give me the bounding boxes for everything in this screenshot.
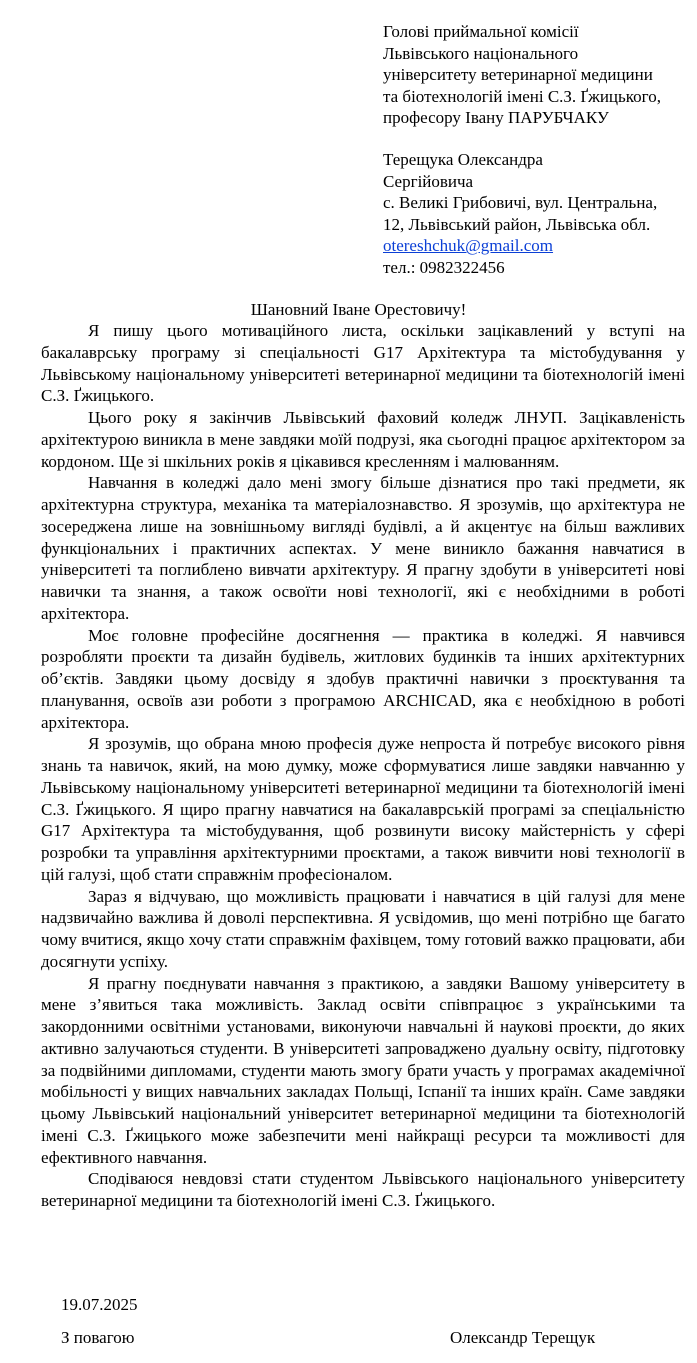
- letter-body: [41, 320, 685, 1212]
- signature-name: Олександр Терещук: [450, 1328, 596, 1347]
- body-paragraph: Зараз я відчуваю, що можливість працювати і навчатися в цій галузі для мене надзвичайно важлива й доволі перспективна. Я усвідомив, що мені потрібно ще багато чому вчитися, якщо хочу стати справжнім фахівцем, тому готовий важко працювати, аби досягнути успіху.: [41, 886, 685, 971]
- body-paragraph: Я пишу цього мотиваційного листа, оскільки зацікавлений у вступі на бакалаврську програму зі спеціальності G17 Архітектура та містобудування у Львівському національному університеті ветеринарної медицини та біотехнологій імені С.З. Ґжицького.: [41, 321, 685, 406]
- addressee-line: Голові приймальної комісії: [383, 22, 579, 41]
- body-paragraph: Сподіваюся невдовзі стати студентом Львівського національного університету ветеринарної медицини та біотехнологій імені С.З. Ґжицького.: [41, 1169, 685, 1210]
- sender-address-line: 12, Львівський район, Львівська обл.: [383, 214, 651, 234]
- closing-phrase: З повагою: [61, 1328, 135, 1347]
- addressee-line: професору Івану ПАРУБЧАКУ: [383, 108, 609, 128]
- body-paragraph: Навчання в коледжі дало мені змогу більше дізнатися про такі предмети, як архітектурна структура, механіка та матеріалознавство. Я зрозумів, що архітектура не зосереджена лише на зовнішньому вигляді будівлі, а й акцентує на більш важливих функціональних і практичних аспектах. У мене виникло бажання навчатися в університеті та поглиблено вивчати архітектуру. Я прагну здобути в університеті нові навички та знання, а також освоїти нові технології, які є необхідними в роботі архітектора.: [41, 473, 685, 623]
- sender-name-line: Терещука Олександра: [383, 150, 543, 169]
- body-paragraph: Я прагну поєднувати навчання з практикою, а завдяки Вашому університету в мене з’явиться така можливість. Заклад освіти співпрацює з українськими та закордонними освітніми установами, виконуючи навчальні й наукові проєкти, до яких активно залучаються студенти. В університеті запроваджено дуальну освіту, підготовку за подвійними дипломами, студенти мають змогу брати участь у програмах академічної мобільності у вищих навчальних закладах Польщі, Іспанії та інших країн. Саме завдяки цьому Львівський національний університет ветеринарної медицини та біотехнологій імені С.З. Ґжицького може забезпечити мені найкращі ресурси та можливості для ефективного навчання.: [41, 973, 685, 1167]
- addressee-line: Львівського національного: [383, 43, 579, 63]
- sender-name-line: Сергійовича: [383, 171, 474, 191]
- letter-date: 19.07.2025: [61, 1295, 138, 1314]
- greeting: Шановний Іване Орестовичу!: [250, 300, 467, 319]
- addressee-line: університету ветеринарної медицини: [383, 65, 653, 85]
- body-paragraph: Моє головне професійне досягнення — практика в коледжі. Я навчився розробляти проєкти та дизайн будівель, житлових будинків та інших архітектурних об’єктів. Завдяки цьому досвіду я здобув практичні навички з проєктування та планування, освоїв ази роботи з програмою ARCHICAD, яка є необхідною в роботі архітектора.: [41, 625, 685, 732]
- body-paragraph: Цього року я закінчив Львівський фаховий коледж ЛНУП. Зацікавленість архітектурою виникла в мене завдяки моїй подрузі, яка сьогодні працює архітектором за кордоном. Ще зі шкільних років я цікавився кресленням і малюванням.: [41, 408, 685, 471]
- body-paragraph: Я зрозумів, що обрана мною професія дуже непроста й потребує високого рівня знань та навичок, який, на мою думку, може сформуватися лише завдяки навчанню у Львівському національному університеті ветеринарної медицини та біотехнологій імені С.З. Ґжицького. Я щиро прагну навчатися на бакалаврській програмі за спеціальністю G17 Архітектура та містобудування, щоб розвинути високу майстерність у сфері розробки та управління архітектурними проєктами, а також вивчити нові технології в цій галузі, щоб стати справжнім професіоналом.: [41, 734, 685, 884]
- addressee-block: [383, 21, 693, 129]
- addressee-line: та біотехнологій імені С.З. Ґжицького,: [383, 86, 661, 106]
- sender-phone: тел.: 0982322456: [383, 257, 505, 277]
- sender-email-link[interactable]: otereshchuk@gmail.com: [383, 236, 554, 256]
- sender-block: [383, 149, 693, 279]
- sender-address-line: с. Великі Грибовичі, вул. Центральна,: [383, 193, 658, 213]
